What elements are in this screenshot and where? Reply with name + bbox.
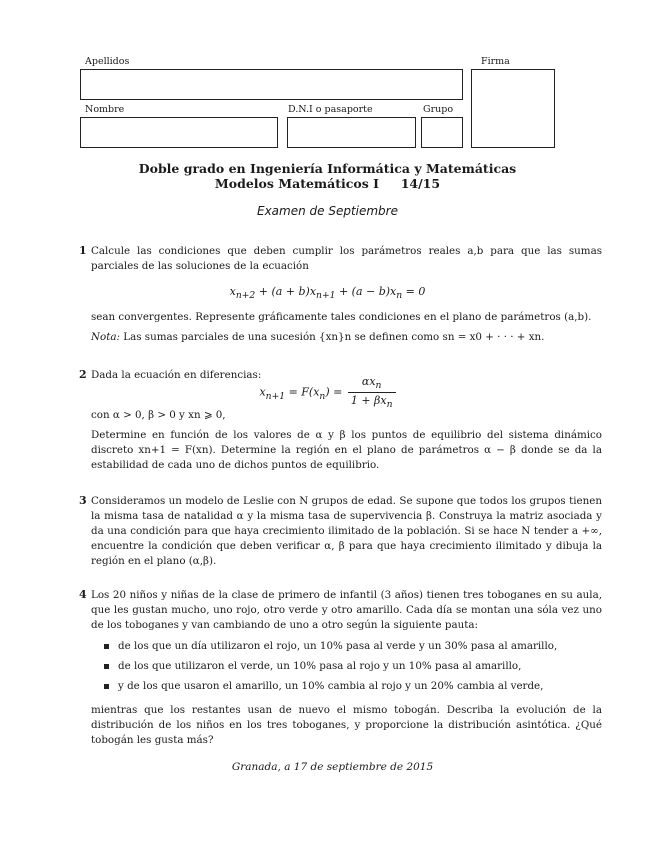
firma-field[interactable]: [471, 69, 555, 148]
footer-date: Granada, a 17 de septiembre de 2015: [231, 761, 434, 773]
note-label: Nota:: [91, 331, 120, 343]
fraction: $\frac{\alpha x_n}{1 + \beta x_n}$: [348, 375, 396, 410]
question-2-intro: Dada la ecuación en diferencias:: [91, 369, 262, 381]
question-2-number: 2: [79, 368, 87, 381]
question-2-text: Determine en función de los valores de α y β los puntos de equilibrio del sistema dinámico discreto xn+1 = F(xn). Determine la región en el plano de parámetros α − β donde se da la estabilidad de cada uno de dichos puntos de equilibrio.: [91, 429, 602, 471]
question-4-text: Los 20 niños y niñas de la clase de primero de infantil (3 años) tienen tres toboganes en su aula, que les gustan mucho, uno rojo, otro verde y otro amarillo. Cada día se montan una sóla vez uno de los toboganes y van cambiando de uno a otro según la siguiente pauta:: [91, 589, 602, 631]
bullet-square-icon: [104, 644, 109, 649]
nombre-field[interactable]: [80, 117, 278, 148]
question-2-conditions: con α > 0, β > 0 y xn ⩾ 0,: [91, 409, 226, 421]
note-text: Las sumas parciales de una sucesión {xn}n se definen como sn = x0 + · · · + xn.: [123, 331, 545, 343]
apellidos-field[interactable]: [80, 69, 463, 100]
question-3-text: Consideramos un modelo de Leslie con N grupos de edad. Se supone que todos los grupos tienen la misma tasa de natalidad α y la misma tasa de supervivencia β. Construya la matriz asociada y da una condición para que haya crecimiento ilimitado de la población. Si se hace N tender a +∞, encuentre la condición que deben verificar α, β para que haya crecimiento ilimitado y dibuja la región en el plano (α,β).: [91, 495, 602, 567]
degree-title: Doble grado en Ingeniería Informática y Matemáticas: [138, 161, 517, 176]
bullet-square-icon: [104, 684, 109, 689]
apellidos-label: Apellidos: [85, 56, 130, 67]
course-title: Modelos Matemáticos I 14/15: [214, 176, 441, 191]
question-1-after: sean convergentes. Represente gráficamente tales condiciones en el plano de parámetros (a,b).: [91, 311, 592, 323]
question-2-equation: $x_{n+1} = F(x_n)$ = $\frac{\alpha x_n}{1 + \beta x_n}$: [0, 375, 655, 410]
question-1-note: [91, 330, 602, 345]
question-4-number: 4: [79, 588, 87, 601]
question-1-equation: $x_{n+2} + (a + b)x_{n+1} + (a - b)x_n = 0$: [229, 285, 426, 302]
question-4-bullets: [104, 639, 602, 699]
question-4-after: mientras que los restantes usan de nuevo el mismo tobogán. Describa la evolución de la distribución de los niños en los tres toboganes, y proporcione la distribución asintótica. ¿Qué tobogán les gusta más?: [91, 704, 602, 746]
dni-field[interactable]: [287, 117, 416, 148]
grupo-field[interactable]: [421, 117, 463, 148]
dni-label: D.N.I o pasaporte: [288, 104, 373, 115]
exam-title: Examen de Septiembre: [256, 204, 398, 218]
question-1-text: Calcule las condiciones que deben cumplir los parámetros reales a,b para que las sumas parciales de las soluciones de la ecuación: [91, 245, 602, 272]
question-3-number: 3: [79, 494, 87, 507]
bullet-square-icon: [104, 664, 109, 669]
bullet-item: de los que utilizaron el verde, un 10% pasa al rojo y un 10% pasa al amarillo,: [104, 659, 602, 679]
bullet-item: de los que un día utilizaron el rojo, un 10% pasa al verde y un 30% pasa al amarillo,: [104, 639, 602, 659]
bullet-item: y de los que usaron el amarillo, un 10% cambia al rojo y un 20% cambia al verde,: [104, 679, 602, 699]
nombre-label: Nombre: [85, 104, 125, 115]
firma-label: Firma: [481, 56, 510, 67]
question-1-number: 1: [79, 244, 87, 257]
grupo-label: Grupo: [423, 104, 454, 115]
